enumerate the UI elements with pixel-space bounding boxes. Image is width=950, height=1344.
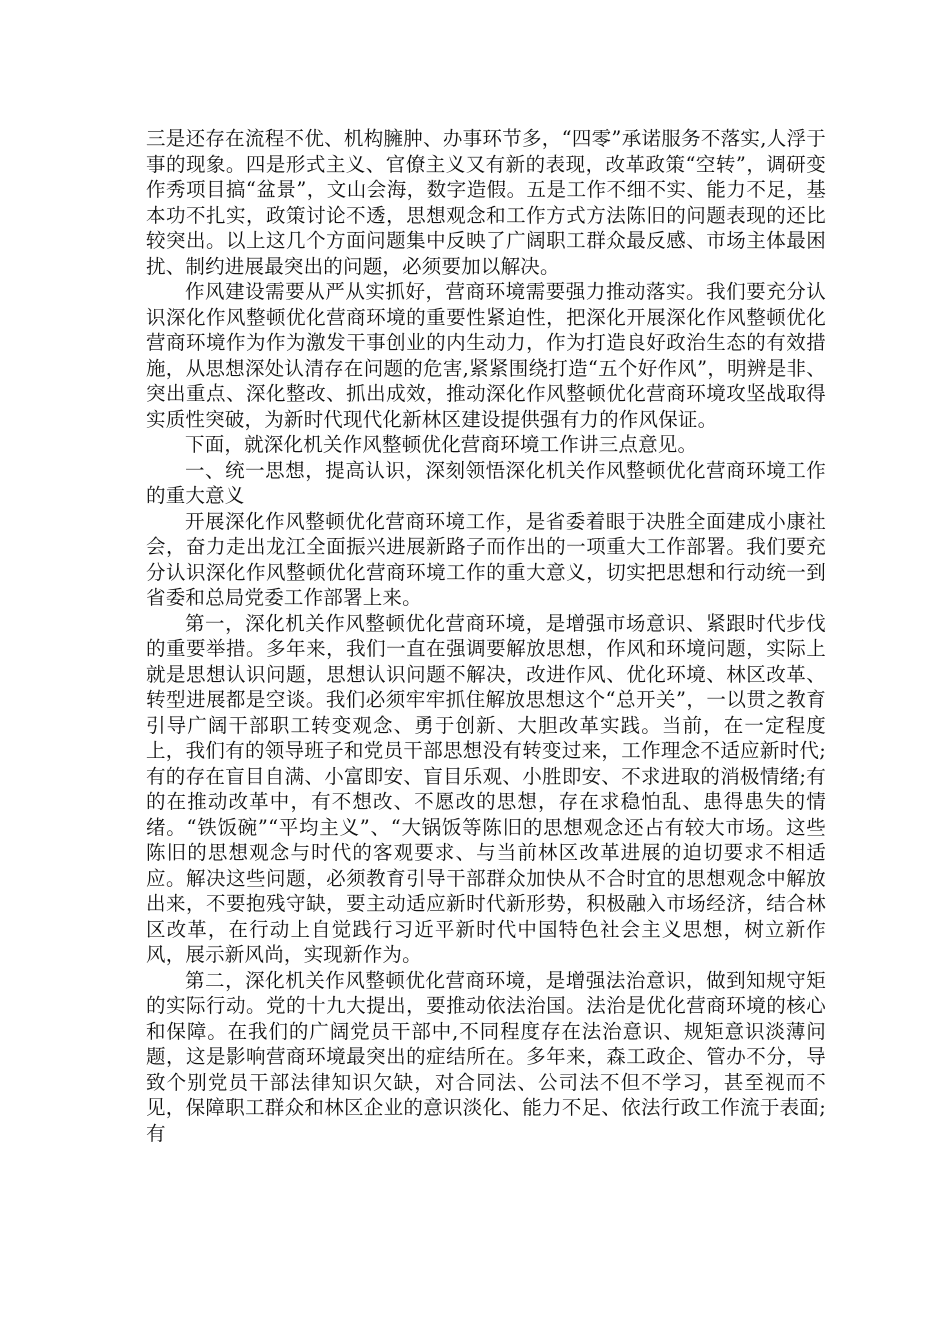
section-heading-1: 一、统一思想，提高认识，深刻领悟深化机关作风整顿优化营商环境工作的重大意义 bbox=[146, 458, 826, 507]
paragraph-6: 第二，深化机关作风整顿优化营商环境，是增强法治意识，做到知规守矩的实际行动。党的十九大提出，要推动依法治国。法治是优化营商环境的核心和保障。在我们的广阔党员干部中,不同程度存在法治意识、规矩意识淡薄问题，这是影响营商环境最突出的症结所在。多年来，森工政企、管办不分，导致个别党员干部法律知识欠缺，对合同法、公司法不但不学习，甚至视而不见，保障职工群众和林区企业的意识淡化、能力不足、依法行政工作流于表面;有 bbox=[146, 968, 826, 1145]
paragraph-3: 下面，就深化机关作风整顿优化营商环境工作讲三点意见。 bbox=[185, 433, 698, 456]
paragraph-4: 开展深化作风整顿优化营商环境工作，是省委着眼于决胜全面建成小康社会，奋力走出龙江全面振兴进展新路子而作出的一项重大工作部署。我们要充分认识深化作风整顿优化营商环境工作的重大意义，切实把思想和行动统一到省委和总局党委工作部署上来。 bbox=[146, 509, 826, 609]
document-body bbox=[146, 126, 826, 1146]
paragraph-2: 作风建设需要从严从实抓好，营商环境需要强力推动落实。我们要充分认识深化作风整顿优化营商环境的重要性紧迫性，把深化开展深化作风整顿优化营商环境作为作为激发干事创业的内生动力，作为打造良好政治生态的有效措施，从思想深处认清存在问题的危害,紧紧围绕打造“五个好作风”，明辨是非、突出重点、深化整改、抓出成效，推动深化作风整顿优化营商环境攻坚战取得实质性突破，为新时代现代化新林区建设提供强有力的作风保证。 bbox=[146, 280, 826, 431]
paragraph-5: 第一，深化机关作风整顿优化营商环境，是增强市场意识、紧跟时代步伐的重要举措。多年来，我们一直在强调要解放思想，作风和环境问题，实际上就是思想认识问题，思想认识问题不解决，改进作风、优化环境、林区改革、转型进展都是空谈。我们必须牢牢抓住解放思想这个“总开关”，一以贯之教育引导广阔干部职工转变观念、勇于创新、大胆改革实践。当前，在一定程度上，我们有的领导班子和党员干部思想没有转变过来，工作理念不适应新时代;有的存在盲目自满、小富即安、盲目乐观、小胜即安、不求进取的消极情绪;有的在推动改革中，有不想改、不愿改的思想，存在求稳怕乱、患得患失的情绪。“铁饭碗”“平均主义”、“大锅饭等陈旧的思想观念还占有较大市场。这些陈旧的思想观念与时代的客观要求、与当前林区改革进展的迫切要求不相适应。解决这些问题，必须教育引导干部群众加快从不合时宜的思想观念中解放出来，不要抱残守缺，要主动适应新时代新形势，积极融入市场经济，结合林区改革，在行动上自觉践行习近平新时代中国特色社会主义思想，树立新作风，展示新风尚，实现新作为。 bbox=[146, 611, 826, 966]
paragraph-1: 三是还存在流程不优、机构臃肿、办事环节多，“四零”承诺服务不落实,人浮于事的现象。四是形式主义、官僚主义又有新的表现，改革政策“空转”，调研变作秀项目搞“盆景”，文山会海，数字造假。五是工作不细不实、能力不足，基本功不扎实，政策讨论不透，思想观念和工作方式方法陈旧的问题表现的还比较突出。以上这几个方面问题集中反映了广阔职工群众最反感、市场主体最困扰、制约进展最突出的问题，必须要加以解决。 bbox=[146, 127, 826, 278]
